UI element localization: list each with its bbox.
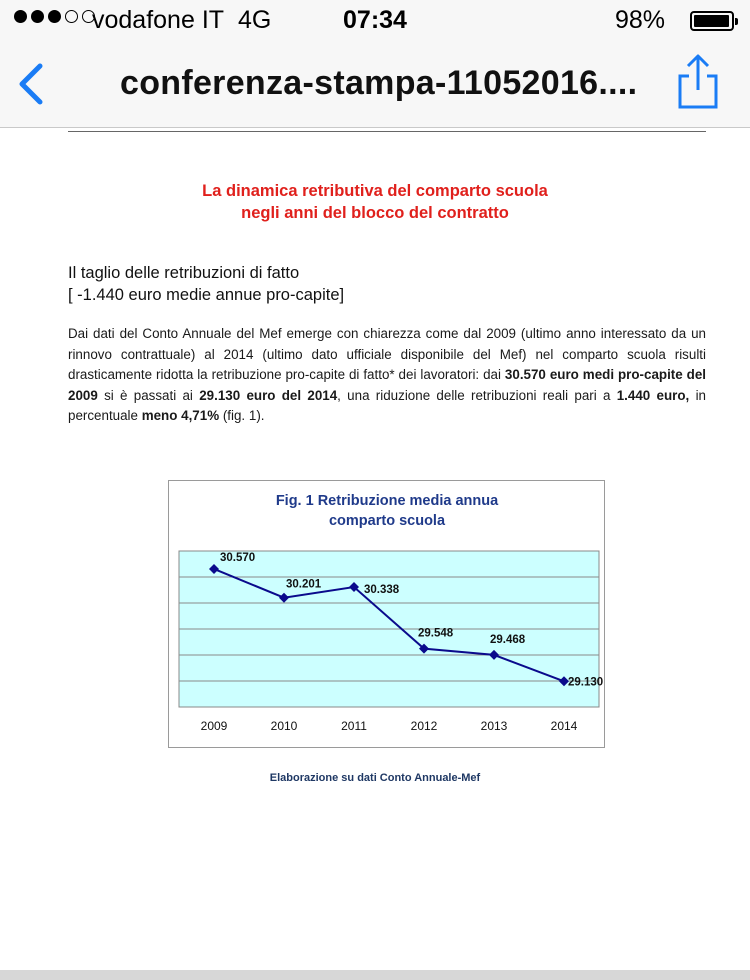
x-tick-label: 2009 xyxy=(200,719,228,733)
data-label: 29.548 xyxy=(418,627,454,640)
chart-title-line-1: Fig. 1 Retribuzione media annua xyxy=(275,493,499,509)
page-bottom-edge xyxy=(0,970,750,980)
line-chart xyxy=(169,481,606,749)
document-page[interactable] xyxy=(0,128,750,970)
carrier-name: vodafone IT xyxy=(92,6,225,34)
status-bar xyxy=(0,0,750,42)
chart-title-line-2: comparto scuola xyxy=(328,513,446,529)
heading-line-2: negli anni del blocco del contratto xyxy=(241,204,509,222)
chevron-left-icon xyxy=(14,62,48,106)
x-tick-label: 2013 xyxy=(480,719,508,733)
top-bar xyxy=(0,0,750,128)
share-icon xyxy=(674,54,722,110)
heading-line-1: La dinamica retributiva del comparto scuola xyxy=(202,182,548,200)
section-title-line-2: [ -1.440 euro medie annue pro-capite] xyxy=(68,286,345,304)
section-title-line-1: Il taglio delle retribuzioni di fatto xyxy=(68,264,300,282)
data-label: 30.338 xyxy=(364,584,400,597)
body-paragraph: Dai dati del Conto Annuale del Mef emerge con chiarezza come dal 2009 (ultimo anno interessato da un rinnovo contrattuale) al 2014 (ultimo dato ufficiale disponibile del Mef) nel comparto scuola risulti drasticamente ridotta la retribuzione pro-capite di fatto* dei lavoratori: dai 30.570 euro medi pro-capite del 2009 si è passati ai 29.130 euro del 2014, una riduzione delle retribuzioni reali pari a 1.440 euro, in percentuale meno 4,71% (fig. 1). xyxy=(68,326,707,423)
document-title: conferenza-stampa-11052016.... xyxy=(120,64,638,102)
page-header-rule xyxy=(68,131,706,132)
figure-caption: Elaborazione su dati Conto Annuale-Mef xyxy=(269,772,481,784)
data-label: 29.130 xyxy=(568,676,604,689)
navigation-bar xyxy=(0,42,750,128)
figure-1-chart xyxy=(168,480,605,748)
battery-percent: 98% xyxy=(615,6,666,34)
document-heading xyxy=(0,180,750,224)
x-tick-label: 2010 xyxy=(270,719,298,733)
x-tick-label: 2012 xyxy=(410,719,438,733)
section-title xyxy=(68,262,344,306)
plot-area xyxy=(179,551,603,733)
x-tick-label: 2014 xyxy=(550,719,578,733)
network-type: 4G xyxy=(238,6,272,34)
x-tick-label: 2011 xyxy=(341,719,367,733)
battery-icon xyxy=(690,11,734,31)
data-label: 30.201 xyxy=(286,578,322,591)
back-button[interactable] xyxy=(14,62,48,106)
data-label: 30.570 xyxy=(220,551,256,564)
share-button[interactable] xyxy=(674,54,722,110)
status-time: 07:34 xyxy=(343,6,407,34)
data-label: 29.468 xyxy=(490,633,526,646)
